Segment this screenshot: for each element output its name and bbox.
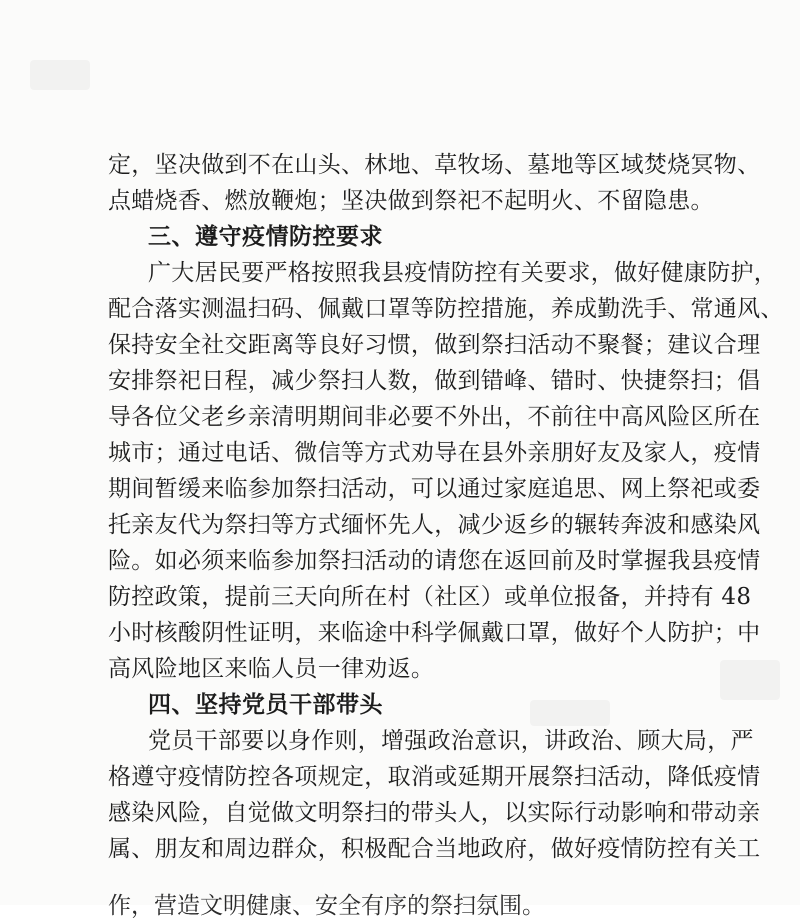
body-text-line: 点蜡烧香、燃放鞭炮；坚决做到祭祀不起明火、不留隐患。 bbox=[108, 188, 714, 214]
body-text-line: 党员干部要以身作则，增强政治意识，讲政治、顾大局，严 bbox=[148, 728, 754, 754]
body-text-line: 配合落实测温扫码、佩戴口罩等防控措施，养成勤洗手、常通风、 bbox=[108, 296, 784, 322]
body-text-line: 高风险地区来临人员一律劝返。 bbox=[108, 656, 435, 682]
body-text-line: 保持安全社交距离等良好习惯，做到祭扫活动不聚餐；建议合理 bbox=[108, 332, 761, 358]
body-text-line: 格遵守疫情防控各项规定，取消或延期开展祭扫活动，降低疫情 bbox=[108, 764, 761, 790]
body-text-line: 安排祭祀日程，减少祭扫人数，做到错峰、错时、快捷祭扫；倡 bbox=[108, 368, 761, 394]
body-text-line: 城市；通过电话、微信等方式劝导在县外亲朋好友及家人，疫情 bbox=[108, 440, 761, 466]
body-text-line: 期间暂缓来临参加祭扫活动，可以通过家庭追思、网上祭祀或委 bbox=[108, 476, 761, 502]
cut-off-text-line bbox=[108, 893, 708, 919]
body-text-line: 险。如必须来临参加祭扫活动的请您在返回前及时掌握我县疫情 bbox=[108, 548, 761, 574]
body-text-line: 托亲友代为祭扫等方式缅怀先人，减少返乡的辗转奔波和感染风 bbox=[108, 512, 761, 538]
scan-shadow bbox=[30, 60, 90, 90]
body-text-line: 定，坚决做到不在山头、林地、草牧场、墓地等区域焚烧冥物、 bbox=[108, 152, 761, 178]
body-text-line: 广大居民要严格按照我县疫情防控有关要求，做好健康防护， bbox=[148, 260, 778, 286]
section-heading: 四、坚持党员干部带头 bbox=[148, 691, 383, 718]
body-text-line: 小时核酸阴性证明，来临途中科学佩戴口罩，做好个人防护；中 bbox=[108, 620, 761, 646]
body-text-line: 导各位父老乡亲清明期间非必要不外出，不前往中高风险区所在 bbox=[108, 404, 761, 430]
body-text-line: 感染风险，自觉做文明祭扫的带头人，以实际行动影响和带动亲 bbox=[108, 800, 761, 826]
body-text-line: 防控政策，提前三天向所在村（社区）或单位报备，并持有 48 bbox=[108, 584, 752, 610]
body-text-line: 属、朋友和周边群众，积极配合当地政府，做好疫情防控有关工 bbox=[108, 836, 761, 862]
section-heading: 三、遵守疫情防控要求 bbox=[148, 223, 383, 250]
cut-off-text: 作，营造文明健康、安全有序的祭扫氛围。 bbox=[108, 893, 545, 919]
